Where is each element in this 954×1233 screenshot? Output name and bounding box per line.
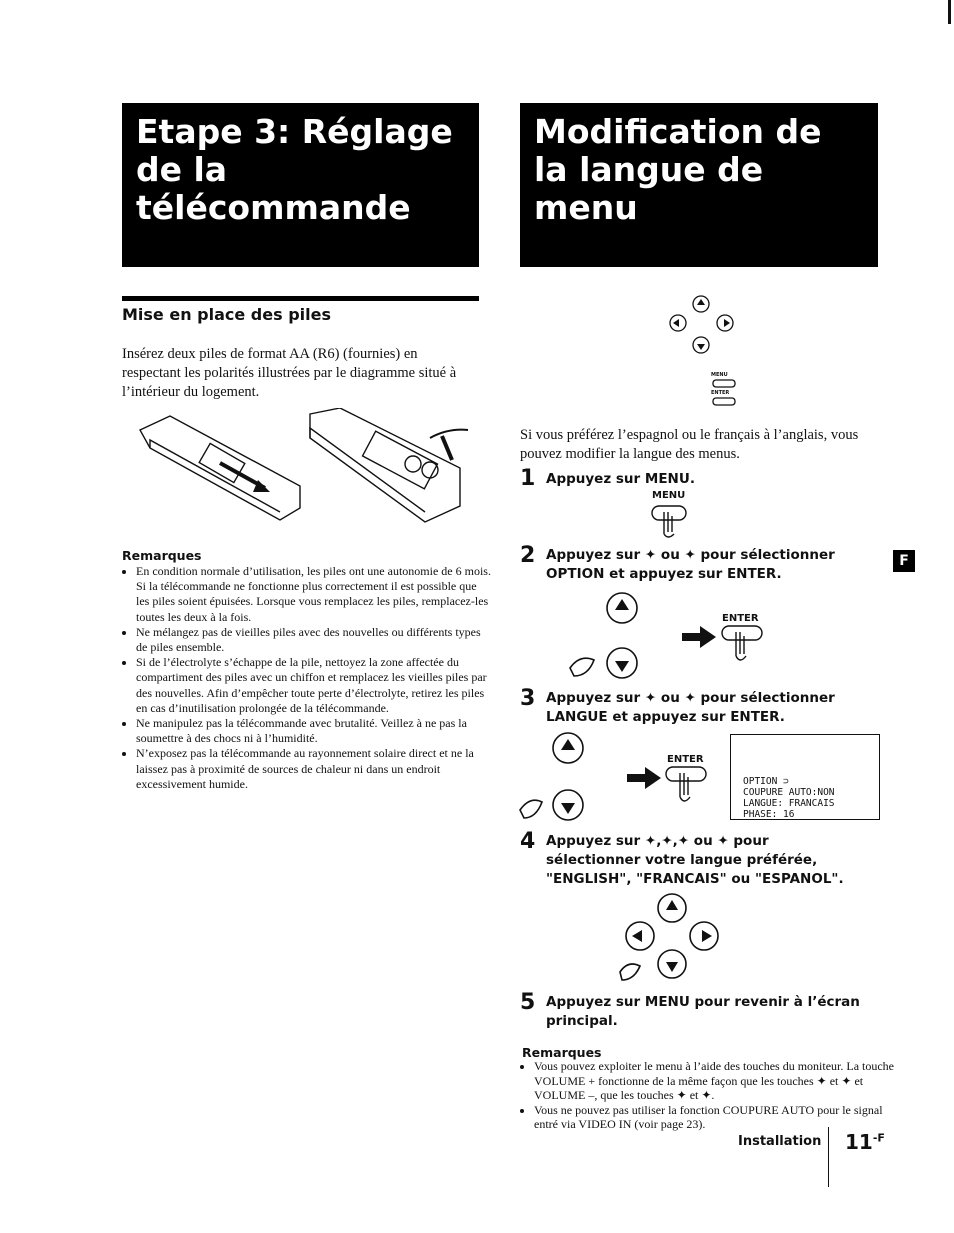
step-2-text: Appuyez sur ✦ ou ✦ pour sélectionner OPTION et appuyez sur ENTER. xyxy=(546,547,835,582)
footer-section: Installation xyxy=(738,1134,822,1149)
left-note-1: • En condition normale d’utilisation, les piles ont une autonomie de 6 mois. Si la télécommande ne fonctionne plus correctement il est possible que les piles soient épuisées. Lorsque vous remplacez les piles, remplacez-les toutes les deux à la fois. xyxy=(136,564,491,625)
step-2-enter-label: ENTER xyxy=(722,613,759,624)
screen-line-coupure: COUPURE AUTO:NON xyxy=(743,787,835,798)
right-note-2: • Vous ne pouvez pas utiliser la fonction COUPURE AUTO pour le signal entré via VIDEO IN (voir page 23). xyxy=(534,1103,894,1132)
footer-divider xyxy=(828,1127,829,1187)
right-title-box xyxy=(520,103,878,267)
left-intro: Insérez deux piles de format AA (R6) (fournies) en respectant les polarités illustrées par le diagramme situé à l’intérieur du logement. xyxy=(122,346,457,400)
menu-button-press-icon xyxy=(648,500,694,540)
step-2-arrow-icon xyxy=(682,626,716,648)
menu-screen-display xyxy=(730,734,880,820)
section-rule xyxy=(122,296,479,301)
right-note-1: • Vous pouvez exploiter le menu à l’aide des touches du moniteur. La touche VOLUME + fonctionne de la même façon que les touches ✦ et ✦ et VOLUME –, que les touches ✦ et ✦. xyxy=(534,1059,894,1103)
footer-page xyxy=(845,1130,885,1154)
step-4-direction-keys-icon xyxy=(612,890,722,982)
step-2-up-down-keys-icon xyxy=(560,588,650,683)
step-1-text: Appuyez sur MENU. xyxy=(546,471,695,487)
right-notes-title: Remarques xyxy=(522,1045,602,1060)
screen-line-langue: LANGUE: FRANCAIS xyxy=(743,798,835,809)
right-title: Modification de la langue de menu xyxy=(534,112,822,227)
step-1-menu-label: MENU xyxy=(652,490,686,501)
battery-insertion-illustration xyxy=(130,408,475,530)
step-3-number: 3 xyxy=(520,686,536,711)
step-5-text: Appuyez sur MENU pour revenir à l’écran principal. xyxy=(546,994,860,1029)
left-note-4: • Ne manipulez pas la télécommande avec brutalité. Veillez à ne pas la soumettre à des chocs ni à l’humidité. xyxy=(136,716,491,746)
edge-mark xyxy=(948,0,951,24)
remote-key-illustration xyxy=(645,290,765,415)
section-heading: Mise en place des piles xyxy=(122,305,331,324)
step-3-up-down-keys-icon xyxy=(510,730,600,825)
step-3-text: Appuyez sur ✦ ou ✦ pour sélectionner LANGUE et appuyez sur ENTER. xyxy=(546,690,835,725)
step-3-enter-button-icon xyxy=(662,763,712,805)
step-2-number: 2 xyxy=(520,543,536,568)
right-notes-list xyxy=(520,1059,894,1132)
step-4-number: 4 xyxy=(520,829,536,854)
step-4-text: Appuyez sur ✦,✦,✦ ou ✦ pour sélectionner votre langue préférée, "ENGLISH", "FRANCAIS" ou "ESPANOL". xyxy=(546,833,844,887)
page-suffix: -F xyxy=(872,1131,885,1145)
left-title-box xyxy=(122,103,479,267)
remote-enter-label: ENTER xyxy=(711,390,730,396)
step-3-enter-label: ENTER xyxy=(667,754,704,765)
step-1-number: 1 xyxy=(520,466,536,491)
step-5-number: 5 xyxy=(520,990,536,1015)
step-3-arrow-icon xyxy=(627,767,661,789)
remote-arrow-keys xyxy=(645,290,765,415)
language-side-tab: F xyxy=(893,550,915,572)
step-2-enter-button-icon xyxy=(718,622,768,664)
screen-line-option: OPTION ⊃ xyxy=(743,776,789,787)
left-note-2: • Ne mélangez pas de vieilles piles avec des nouvelles ou différents types de piles ensemble. xyxy=(136,625,491,655)
left-notes-title: Remarques xyxy=(122,548,202,563)
left-note-5: • N’exposez pas la télécommande au rayonnement solaire direct et ne la laissez pas à proximité de sources de chaleur ni dans un endroit excessivement humide. xyxy=(136,746,491,792)
screen-line-phase: PHASE: 16 xyxy=(743,809,795,820)
left-notes-list xyxy=(122,564,491,792)
right-intro: Si vous préférez l’espagnol ou le français à l’anglais, vous pouvez modifier la langue des menus. xyxy=(520,427,859,462)
remote-menu-label: MENU xyxy=(711,372,728,378)
left-title: Etape 3: Réglage de la télécommande xyxy=(136,112,453,227)
page-number: 11 xyxy=(845,1130,873,1154)
left-note-3: • Si de l’électrolyte s’échappe de la pile, nettoyez la zone affectée du compartiment des piles avec un chiffon et remplacez les vieilles piles par des nouvelles. Afin d’empêcher toute perte d’électrolyte, retirez les piles en cas d’inutilisation prolongée de la télécommande. xyxy=(136,655,491,716)
